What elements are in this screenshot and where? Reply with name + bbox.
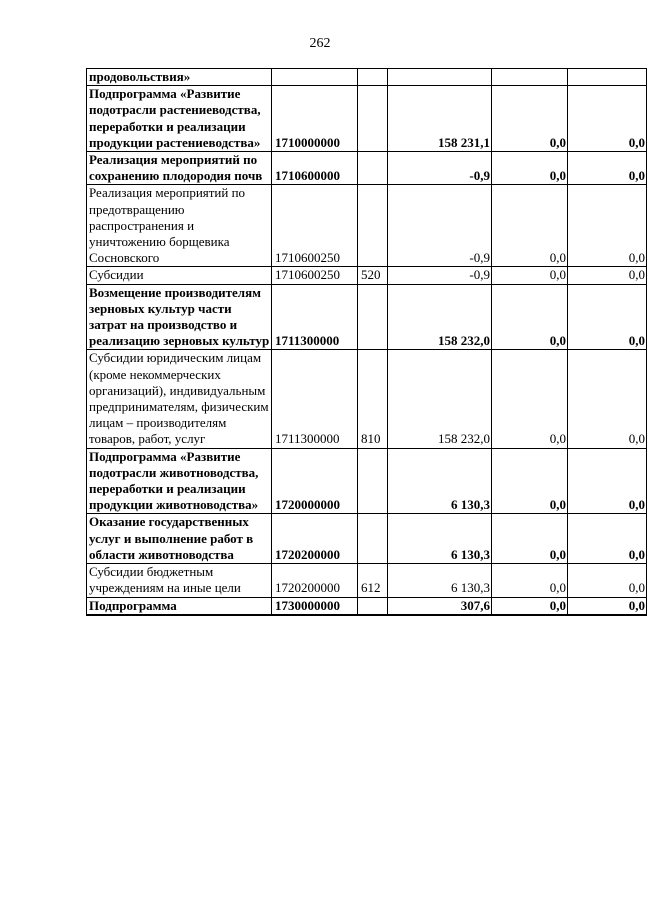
row-amount-1: 6 130,3 (388, 448, 492, 514)
row-amount-2: 0,0 (492, 86, 568, 152)
row-amount-3: 0,0 (568, 284, 647, 350)
row-expense-type (358, 597, 388, 615)
table-row (87, 564, 647, 597)
row-expense-type (358, 448, 388, 514)
row-code: 1720200000 (272, 564, 358, 597)
row-amount-3: 0,0 (568, 448, 647, 514)
row-amount-2: 0,0 (492, 564, 568, 597)
row-amount-1 (388, 69, 492, 86)
row-expense-type: 810 (358, 350, 388, 448)
row-amount-1: -0,9 (388, 185, 492, 267)
row-amount-3: 0,0 (568, 267, 647, 284)
row-code: 1711300000 (272, 284, 358, 350)
row-expense-type (358, 284, 388, 350)
row-amount-2 (492, 69, 568, 86)
page-number: 262 (309, 36, 331, 51)
row-amount-1: -0,9 (388, 152, 492, 185)
row-name: Подпрограмма «Развитие подотрасли растениеводства, переработки и реализации продукции растениеводства» (87, 86, 272, 152)
row-expense-type (358, 69, 388, 86)
row-amount-2: 0,0 (492, 267, 568, 284)
table-row (87, 514, 647, 564)
row-name: Субсидии бюджетным учреждениям на иные цели (87, 564, 272, 597)
budget-table (86, 68, 647, 616)
row-name: Реализация мероприятий по сохранению плодородия почв (87, 152, 272, 185)
row-code: 1710600000 (272, 152, 358, 185)
row-amount-2: 0,0 (492, 597, 568, 615)
row-name: Оказание государственных услуг и выполнение работ в области животноводства (87, 514, 272, 564)
row-code: 1710600250 (272, 267, 358, 284)
row-amount-3: 0,0 (568, 514, 647, 564)
row-name: Субсидии (87, 267, 272, 284)
row-amount-3 (568, 69, 647, 86)
row-amount-1: 158 232,0 (388, 350, 492, 448)
row-name: Подпрограмма «Развитие подотрасли животноводства, переработки и реализации продукции животноводства» (87, 448, 272, 514)
row-code: 1710000000 (272, 86, 358, 152)
table-row (87, 284, 647, 350)
table-row (87, 152, 647, 185)
row-name: Реализация мероприятий по предотвращению распространения и уничтожению борщевика Сосновского (87, 185, 272, 267)
table-row (87, 350, 647, 448)
row-amount-1: 6 130,3 (388, 564, 492, 597)
row-amount-2: 0,0 (492, 514, 568, 564)
row-code (272, 69, 358, 86)
row-amount-2: 0,0 (492, 350, 568, 448)
table-row (87, 267, 647, 284)
row-amount-1: 158 231,1 (388, 86, 492, 152)
table-row (87, 185, 647, 267)
table-row (87, 86, 647, 152)
row-amount-3: 0,0 (568, 564, 647, 597)
row-expense-type (358, 185, 388, 267)
table-row (87, 69, 647, 86)
row-amount-2: 0,0 (492, 152, 568, 185)
row-amount-3: 0,0 (568, 86, 647, 152)
row-expense-type (358, 152, 388, 185)
row-expense-type: 520 (358, 267, 388, 284)
row-amount-3: 0,0 (568, 597, 647, 615)
row-amount-2: 0,0 (492, 448, 568, 514)
row-amount-1: 158 232,0 (388, 284, 492, 350)
row-name: Возмещение производителям зерновых культур части затрат на производство и реализацию зерновых культур (87, 284, 272, 350)
row-amount-1: -0,9 (388, 267, 492, 284)
row-name: Субсидии юридическим лицам (кроме некоммерческих организаций), индивидуальным предпринимателям, физическим лицам – производителям товаров, работ, услуг (87, 350, 272, 448)
row-code: 1730000000 (272, 597, 358, 615)
row-code: 1710600250 (272, 185, 358, 267)
row-amount-3: 0,0 (568, 152, 647, 185)
row-code: 1720000000 (272, 448, 358, 514)
table-row (87, 448, 647, 514)
row-code: 1720200000 (272, 514, 358, 564)
row-name: Подпрограмма (87, 597, 272, 615)
row-amount-2: 0,0 (492, 284, 568, 350)
row-expense-type: 612 (358, 564, 388, 597)
row-amount-1: 307,6 (388, 597, 492, 615)
row-name: продовольствия» (87, 69, 272, 86)
row-amount-2: 0,0 (492, 185, 568, 267)
row-amount-3: 0,0 (568, 185, 647, 267)
row-expense-type (358, 514, 388, 564)
table-row (87, 597, 647, 615)
row-expense-type (358, 86, 388, 152)
row-amount-3: 0,0 (568, 350, 647, 448)
row-code: 1711300000 (272, 350, 358, 448)
row-amount-1: 6 130,3 (388, 514, 492, 564)
